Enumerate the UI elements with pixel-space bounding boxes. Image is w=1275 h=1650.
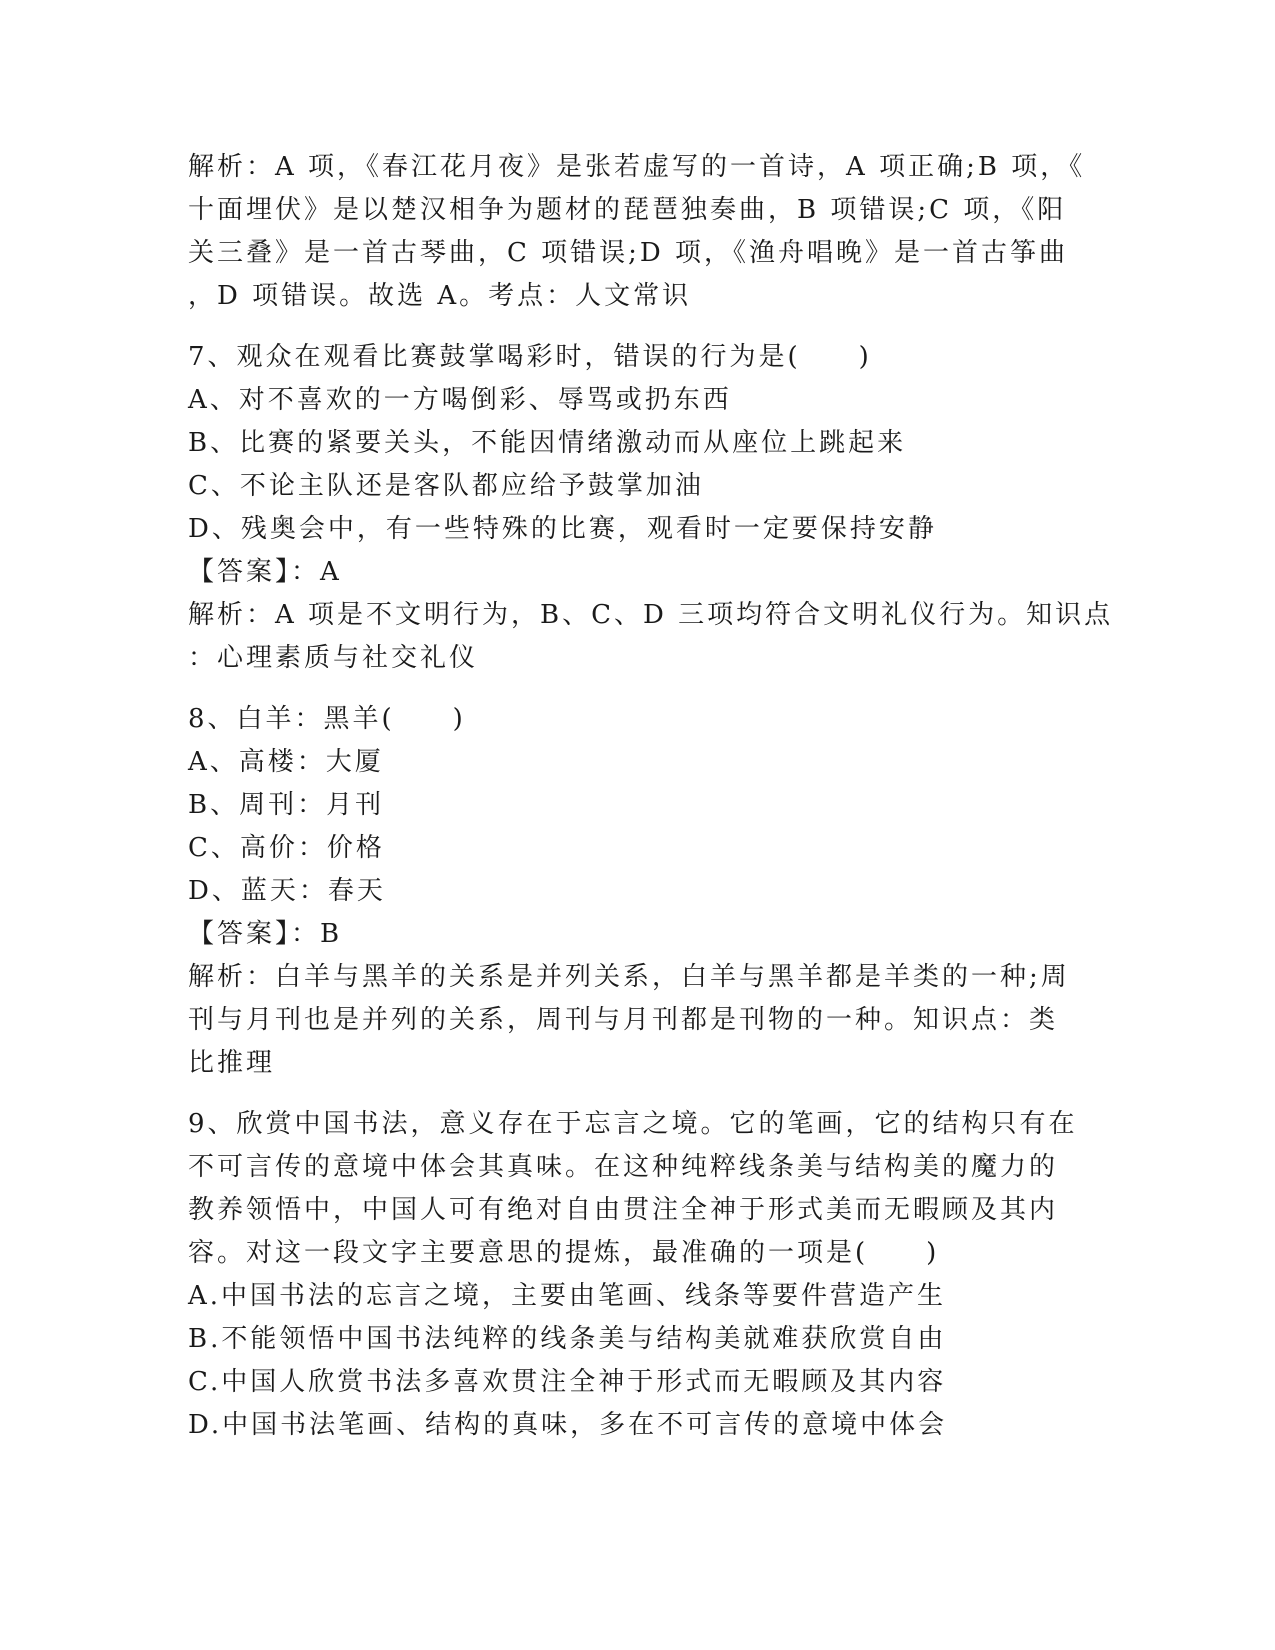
analysis-line: 解析：A 项，《春江花月夜》是张若虚写的一首诗，A 项正确;B 项，《 — [188, 152, 1086, 182]
option-d: D、蓝天：春天 — [188, 876, 386, 906]
document-body — [188, 146, 1114, 1447]
question-text: 不可言传的意境中体会其真味。在这种纯粹线条美与结构美的魔力的 — [188, 1152, 1059, 1182]
analysis-line: 十面埋伏》是以楚汉相争为题材的琵琶独奏曲，B 项错误;C 项，《阳 — [188, 195, 1067, 225]
answer: 【答案】：A — [188, 557, 342, 587]
question-text: 7、观众在观看比赛鼓掌喝彩时，错误的行为是( ) — [188, 342, 872, 372]
option-a: A.中国书法的忘言之境，主要由笔画、线条等要件营造产生 — [188, 1281, 947, 1311]
option-a: A、高楼：大厦 — [188, 747, 384, 777]
option-c: C.中国人欣赏书法多喜欢贯注全神于形式而无暇顾及其内容 — [188, 1367, 947, 1397]
answer: 【答案】：B — [188, 919, 343, 949]
spacer — [188, 680, 1088, 698]
question-text: 8、白羊：黑羊( ) — [188, 704, 466, 734]
analysis-line: ：心理素质与社交礼仪 — [188, 643, 479, 673]
option-c: C、高价：价格 — [188, 833, 385, 863]
option-b: B、比赛的紧要关头，不能因情绪激动而从座位上跳起来 — [188, 428, 907, 458]
question-9 — [188, 1103, 1088, 1447]
question-text: 教养领悟中，中国人可有绝对自由贯注全神于形式美而无暇顾及其内 — [188, 1195, 1059, 1225]
analysis-line: 刊与月刊也是并列的关系，周刊与月刊都是刊物的一种。知识点：类 — [188, 1005, 1059, 1035]
option-d: D.中国书法笔画、结构的真味，多在不可言传的意境中体会 — [188, 1410, 948, 1440]
option-b: B、周刊：月刊 — [188, 790, 385, 820]
option-a: A、对不喜欢的一方喝倒彩、辱骂或扔东西 — [188, 385, 732, 415]
spacer — [188, 1085, 1088, 1103]
option-d: D、残奥会中，有一些特殊的比赛，观看时一定要保持安静 — [188, 514, 937, 544]
option-c: C、不论主队还是客队都应给予鼓掌加油 — [188, 471, 704, 501]
spacer — [188, 318, 1088, 336]
q6-analysis — [188, 146, 1088, 318]
analysis-line: 关三叠》是一首古琴曲，C 项错误;D 项，《渔舟唱晚》是一首古筝曲 — [188, 238, 1069, 268]
question-text: 容。对这一段文字主要意思的提炼，最准确的一项是( ) — [188, 1238, 940, 1268]
question-7 — [188, 336, 1114, 680]
analysis-line: 解析：白羊与黑羊的关系是并列关系，白羊与黑羊都是羊类的一种;周 — [188, 962, 1070, 992]
option-b: B.不能领悟中国书法纯粹的线条美与结构美就难获欣赏自由 — [188, 1324, 947, 1354]
analysis-line: 比推理 — [188, 1048, 276, 1078]
question-8 — [188, 698, 1088, 1085]
analysis-line: 解析：A 项是不文明行为，B、C、D 三项均符合文明礼仪行为。知识点 — [188, 600, 1114, 630]
analysis-line: ，D 项错误。故选 A。考点：人文常识 — [188, 281, 692, 311]
question-text: 9、欣赏中国书法，意义存在于忘言之境。它的笔画，它的结构只有在 — [188, 1109, 1078, 1139]
